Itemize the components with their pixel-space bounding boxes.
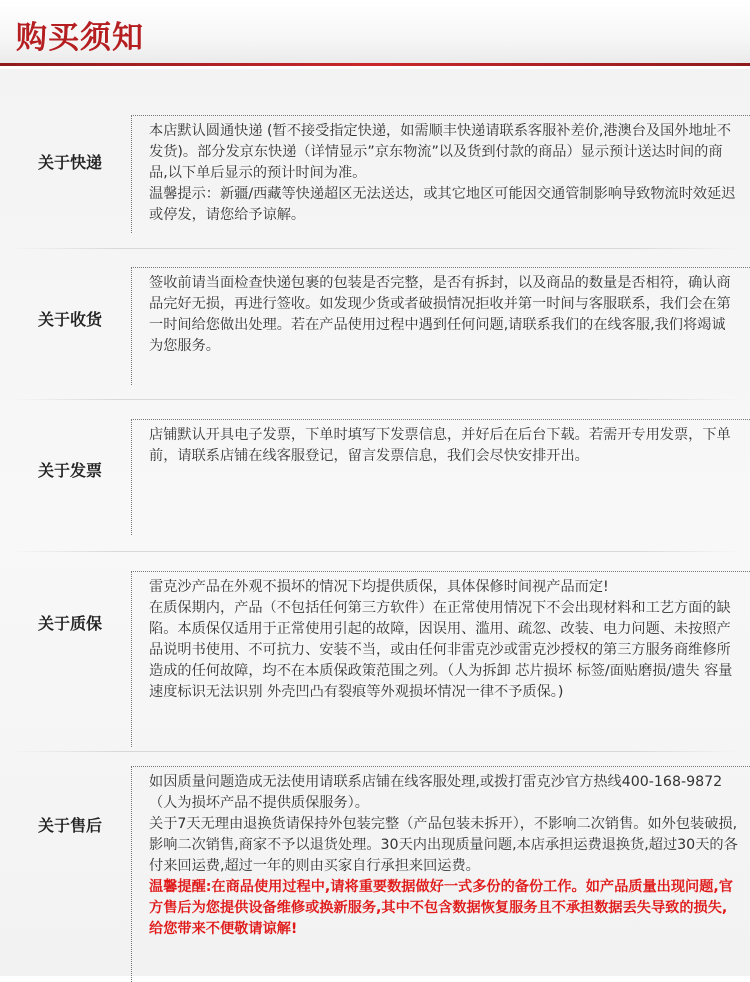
- section-divider: [10, 399, 740, 400]
- page-title: 购买须知: [16, 20, 144, 56]
- section-label: 关于快递: [38, 153, 138, 173]
- section-paragraph: 在质保期内，产品（不包括任何第三方软件）在正常使用情况下不会出现材料和工艺方面的缺陷。本质保仅适用于正常使用引起的故障，因误用、滥用、疏忽、改装、电力问题、未按照产品说明书使用、不可抗力、安装不当，或由任何非雷克沙或雷克沙授权的第三方服务商维修所造成的任何故障，均不在本质保政策范围之列。（人为拆卸 芯片损坏 标签/面贴磨损/遗失 容量速度标识无法识别 外壳凹凸有裂痕等外观损坏情况一律不予质保。): [149, 598, 738, 703]
- section-label: 关于质保: [38, 614, 138, 634]
- section-body: [131, 267, 750, 385]
- section-body: [131, 115, 750, 233]
- section-paragraph: 关于7天无理由退换货请保持外包装完整（产品包装未拆开），不影响二次销售。如外包装破损,影响二次销售,商家不予以退货处理。30天内出现质量问题,本店承担运费退换货,超过30天的各付来回运费,超过一年的则由买家自行承担来回运费。: [149, 814, 738, 877]
- header-rule: [0, 63, 750, 66]
- section-paragraph: 本店默认圆通快递 (暂不接受指定快递，如需顺丰快递请联系客服补差价,港澳台及国外地址不发货)。部分发京东快递（详情显示”京东物流”以及货到付款的商品）显示预计送达时间的商品,以下单后显示的预计时间为准。: [149, 121, 738, 184]
- section-paragraph: 雷克沙产品在外观不损坏的情况下均提供质保，具体保修时间视产品而定!: [149, 577, 738, 598]
- page-header: [0, 0, 750, 66]
- notice-content: [0, 69, 750, 976]
- section-body: [131, 766, 750, 982]
- section-paragraph: 如因质量问题造成无法使用请联系店铺在线客服处理,或拨打雷克沙官方热线400-168-9872（人为损坏产品不提供质保服务）。: [149, 772, 738, 814]
- section-divider: [10, 551, 740, 552]
- section-divider: [10, 751, 740, 752]
- section-paragraph: 签收前请当面检查快递包裹的包装是否完整，是否有拆封，以及商品的数量是否相符，确认商品完好无损，再进行签收。如发现少货或者破损情况拒收并第一时间与客服联系，我们会在第一时间给您做出处理。若在产品使用过程中遇到任何问题,请联系我们的在线客服,我们将竭诚为您服务。: [149, 273, 738, 357]
- section-paragraph: 温馨提示：新疆/西藏等快递超区无法送达，或其它地区可能因交通管制影响导致物流时效延迟或停发，请您给予谅解。: [149, 184, 738, 226]
- section-label: 关于售后: [38, 816, 138, 836]
- section-body: [131, 571, 750, 747]
- section-label: 关于发票: [38, 461, 138, 481]
- section-label: 关于收货: [38, 310, 138, 330]
- section-body: [131, 419, 750, 535]
- section-paragraph: 店铺默认开具电子发票，下单时填写下发票信息，并好后在后台下载。若需开专用发票，下单前，请联系店铺在线客服登记，留言发票信息，我们会尽快安排开出。: [149, 425, 738, 467]
- warning-text: 温馨提醒:在商品使用过程中,请将重要数据做好一式多份的备份工作。如产品质量出现问题,官方售后为您提供设备维修或换新服务,其中不包含数据恢复服务且不承担数据丢失导致的损失,给您带来不便敬请谅解!: [149, 877, 738, 940]
- section-divider: [10, 248, 740, 249]
